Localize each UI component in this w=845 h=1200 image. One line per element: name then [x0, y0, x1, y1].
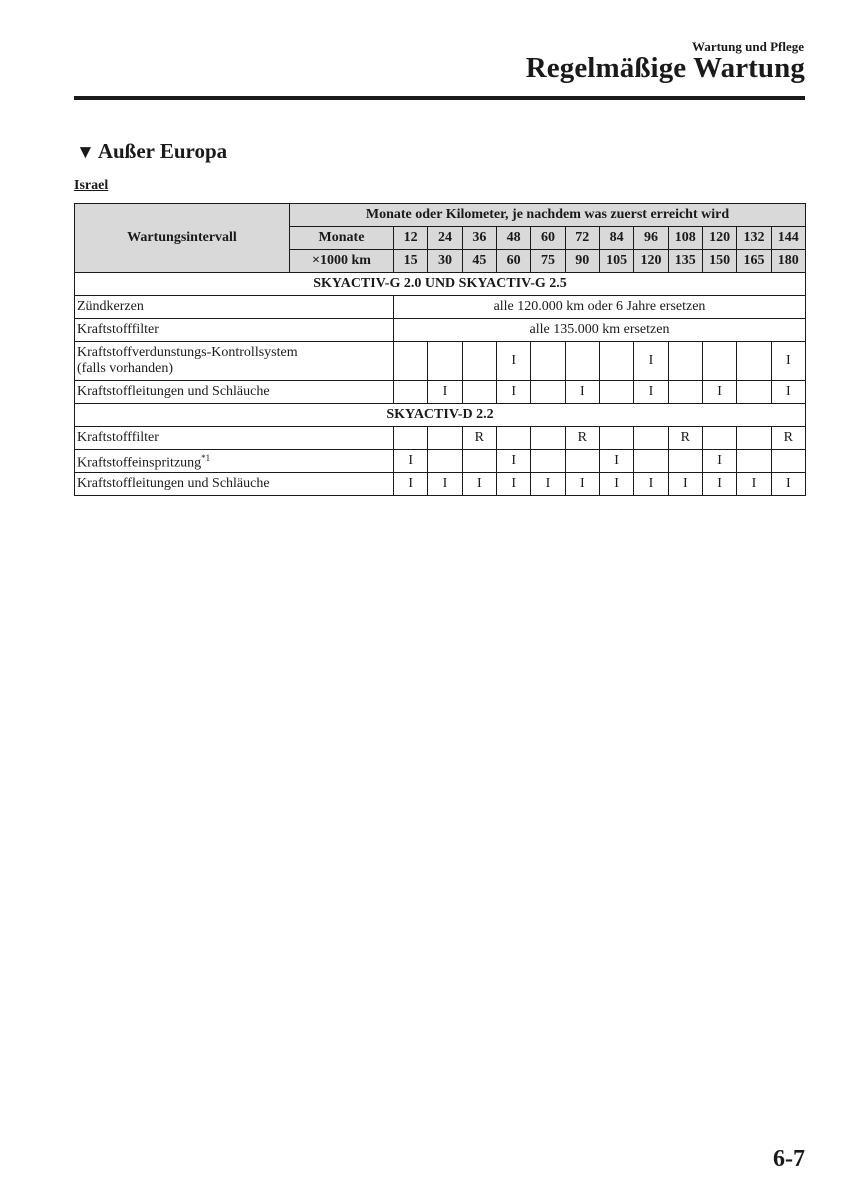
schedule-cell	[394, 381, 428, 404]
schedule-cell	[599, 427, 633, 450]
months-value: 12	[394, 227, 428, 250]
schedule-cell: I	[496, 381, 530, 404]
schedule-cell: I	[462, 473, 496, 496]
schedule-cell	[565, 450, 599, 473]
schedule-cell	[737, 381, 771, 404]
interval-header: Wartungsintervall	[75, 204, 290, 273]
schedule-cell: I	[634, 342, 668, 381]
km-value: 15	[394, 250, 428, 273]
schedule-cell	[531, 427, 565, 450]
schedule-cell	[737, 427, 771, 450]
spark-plugs-interval: alle 120.000 km oder 6 Jahre ersetzen	[394, 296, 806, 319]
months-value: 60	[531, 227, 565, 250]
schedule-cell	[668, 342, 702, 381]
schedule-cell: I	[771, 342, 805, 381]
schedule-cell: I	[428, 381, 462, 404]
triangle-down-icon: ▼	[76, 142, 95, 163]
schedule-cell: I	[599, 473, 633, 496]
schedule-cell: I	[394, 450, 428, 473]
schedule-cell: I	[394, 473, 428, 496]
months-value: 120	[702, 227, 736, 250]
schedule-cell	[531, 342, 565, 381]
group-title-diesel: SKYACTIV-D 2.2	[75, 404, 806, 427]
km-value: 105	[599, 250, 633, 273]
schedule-cell: I	[634, 381, 668, 404]
schedule-cell: I	[737, 473, 771, 496]
schedule-cell	[634, 450, 668, 473]
page-number: 6-7	[773, 1146, 805, 1172]
schedule-cell: I	[565, 381, 599, 404]
header-rule	[74, 96, 805, 100]
months-value: 72	[565, 227, 599, 250]
km-value: 75	[531, 250, 565, 273]
schedule-cell: R	[462, 427, 496, 450]
schedule-cell	[394, 342, 428, 381]
schedule-cell: I	[565, 473, 599, 496]
km-value: 120	[634, 250, 668, 273]
evap-label-line1: Kraftstoffverdunstungs-Kontrollsystem	[77, 345, 298, 360]
km-value: 165	[737, 250, 771, 273]
schedule-cell	[428, 427, 462, 450]
schedule-cell: R	[668, 427, 702, 450]
page-title: Regelmäßige Wartung	[525, 52, 805, 84]
schedule-cell	[668, 381, 702, 404]
schedule-cell: I	[531, 473, 565, 496]
maintenance-table	[74, 203, 806, 496]
km-value: 135	[668, 250, 702, 273]
schedule-cell: I	[702, 450, 736, 473]
schedule-cell	[565, 342, 599, 381]
section-title	[76, 139, 227, 164]
schedule-cell: I	[496, 450, 530, 473]
schedule-cell	[702, 427, 736, 450]
months-value: 132	[737, 227, 771, 250]
schedule-cell	[599, 342, 633, 381]
injection-label: Kraftstoffeinspritzung	[77, 455, 202, 471]
schedule-cell: I	[599, 450, 633, 473]
schedule-cell	[702, 342, 736, 381]
row-label-fuel-injection	[75, 450, 394, 473]
months-value: 36	[462, 227, 496, 250]
chapter-label: Wartung und Pflege	[692, 39, 804, 54]
footnote-marker: *1	[201, 453, 211, 464]
schedule-cell	[428, 450, 462, 473]
months-value: 96	[634, 227, 668, 250]
months-value: 48	[496, 227, 530, 250]
row-label-spark-plugs: Zündkerzen	[75, 296, 394, 319]
schedule-cell	[737, 450, 771, 473]
months-value: 108	[668, 227, 702, 250]
row-label-fuel-lines-diesel: Kraftstoffleitungen und Schläuche	[75, 473, 394, 496]
schedule-cell	[462, 450, 496, 473]
km-value: 150	[702, 250, 736, 273]
schedule-cell	[771, 450, 805, 473]
km-value: 60	[496, 250, 530, 273]
row-label-fuel-filter-diesel: Kraftstofffilter	[75, 427, 394, 450]
schedule-cell	[668, 450, 702, 473]
caption-header: Monate oder Kilometer, je nachdem was zuerst erreicht wird	[290, 204, 806, 227]
schedule-cell: I	[702, 381, 736, 404]
section-title-text: Außer Europa	[97, 139, 228, 163]
km-label: ×1000 km	[290, 250, 394, 273]
group-title-gasoline: SKYACTIV-G 2.0 UND SKYACTIV-G 2.5	[75, 273, 806, 296]
km-value: 45	[462, 250, 496, 273]
schedule-cell: R	[771, 427, 805, 450]
evap-label-line2: (falls vorhanden)	[77, 361, 174, 376]
schedule-cell	[531, 450, 565, 473]
km-value: 180	[771, 250, 805, 273]
months-value: 144	[771, 227, 805, 250]
schedule-cell: I	[496, 342, 530, 381]
schedule-cell	[531, 381, 565, 404]
months-value: 84	[599, 227, 633, 250]
schedule-cell	[462, 342, 496, 381]
row-label-fuel-filter-gasoline: Kraftstofffilter	[75, 319, 394, 342]
schedule-cell: I	[428, 473, 462, 496]
schedule-cell	[394, 427, 428, 450]
months-label: Monate	[290, 227, 394, 250]
schedule-cell: R	[565, 427, 599, 450]
schedule-cell: I	[668, 473, 702, 496]
months-value: 24	[428, 227, 462, 250]
schedule-cell: I	[496, 473, 530, 496]
row-label-evap-system	[75, 342, 394, 381]
schedule-cell: I	[771, 473, 805, 496]
schedule-cell	[634, 427, 668, 450]
schedule-cell: I	[634, 473, 668, 496]
subsection-title: Israel	[74, 178, 109, 193]
schedule-cell	[737, 342, 771, 381]
schedule-cell	[599, 381, 633, 404]
schedule-cell: I	[702, 473, 736, 496]
schedule-cell: I	[771, 381, 805, 404]
schedule-cell	[462, 381, 496, 404]
km-value: 30	[428, 250, 462, 273]
row-label-fuel-lines-gasoline: Kraftstoffleitungen und Schläuche	[75, 381, 394, 404]
km-value: 90	[565, 250, 599, 273]
schedule-cell	[496, 427, 530, 450]
schedule-cell	[428, 342, 462, 381]
fuel-filter-gasoline-interval: alle 135.000 km ersetzen	[394, 319, 806, 342]
